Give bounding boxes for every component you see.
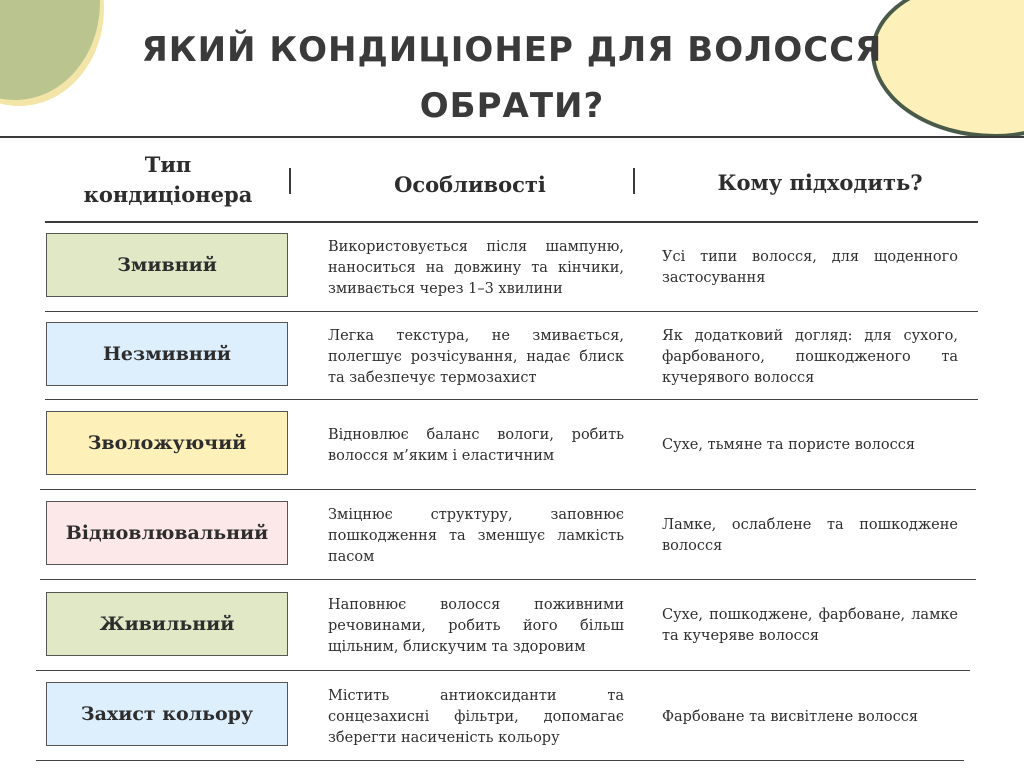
features-text: Містить антиоксиданти та сонцезахисні фільтри, допомагає зберегти насиченість кольору — [328, 687, 624, 746]
row-divider — [40, 579, 976, 580]
conditioner-type-box: Змивний — [46, 233, 288, 297]
header-separator — [633, 168, 635, 194]
suitable-for-text: Ламке, ослаблене та пошкоджене волосся — [662, 517, 958, 554]
suitable-for-cell — [662, 684, 958, 750]
features-text: Зміцнює структуру, заповнює пошкодження та зменшує ламкість пасом — [328, 506, 624, 565]
row-divider — [45, 311, 978, 312]
header-separator — [289, 168, 291, 194]
row-divider — [40, 489, 976, 490]
title-line-1: ЯКИЙ КОНДИЦІОНЕР ДЛЯ ВОЛОССЯ — [141, 30, 883, 70]
header-type — [48, 150, 288, 210]
conditioner-type-box: Живильний — [46, 592, 288, 656]
conditioner-type-box: Незмивний — [46, 322, 288, 386]
row-divider — [36, 760, 964, 761]
header-divider — [45, 221, 978, 223]
conditioner-type-box: Зволожуючий — [46, 411, 288, 475]
features-text: Наповнює волосся поживними речовинами, робить його більш щільним, блискучим та здоровим — [328, 596, 624, 655]
header-features: Особливості — [394, 172, 546, 197]
suitable-for-cell — [662, 413, 958, 478]
suitable-for-text: Сухе, тьмяне та пористе волосся — [662, 437, 915, 453]
suitable-for-text: Фарбоване та висвітлене волосся — [662, 708, 919, 725]
conditioner-type-box: Відновлювальний — [46, 501, 288, 565]
suitable-for-text: Сухе, пошкоджене, фарбоване, ламке та кучеряве волосся — [662, 607, 958, 644]
features-cell — [328, 503, 624, 569]
suitable-for-cell — [662, 593, 958, 659]
suitable-for-cell — [662, 503, 958, 569]
row-divider — [36, 670, 970, 671]
features-cell — [328, 684, 624, 750]
features-cell — [328, 413, 624, 478]
title-line-2: ОБРАТИ? — [419, 86, 605, 126]
header-who: Кому підходить? — [717, 170, 923, 195]
features-text: Легка текстура, не змивається, полегшує розчісування, надає блиск та забезпечує термозахист — [328, 327, 624, 386]
suitable-for-text: Як додатковий догляд: для сухого, фарбованого, пошкодженого та кучерявого волосся — [662, 327, 958, 386]
features-text: Використовується після шампуню, наноситься на довжину та кінчики, змивається через 1–3 хвилини — [328, 238, 624, 297]
title-divider — [0, 136, 1024, 138]
features-cell — [328, 236, 624, 300]
suitable-for-text: Усі типи волосся, для щоденного застосування — [662, 249, 958, 286]
features-text: Відновлює баланс вологи, робить волосся м’яким і еластичним — [328, 426, 624, 464]
header-type-line-1: Тип — [144, 152, 192, 177]
features-cell — [328, 593, 624, 659]
row-divider — [45, 399, 978, 400]
suitable-for-cell — [662, 236, 958, 300]
header-type-line-2: кондиціонера — [83, 182, 253, 207]
suitable-for-cell — [662, 324, 958, 390]
page-title — [0, 24, 1024, 132]
conditioner-type-box: Захист кольору — [46, 682, 288, 746]
features-cell — [328, 324, 624, 390]
